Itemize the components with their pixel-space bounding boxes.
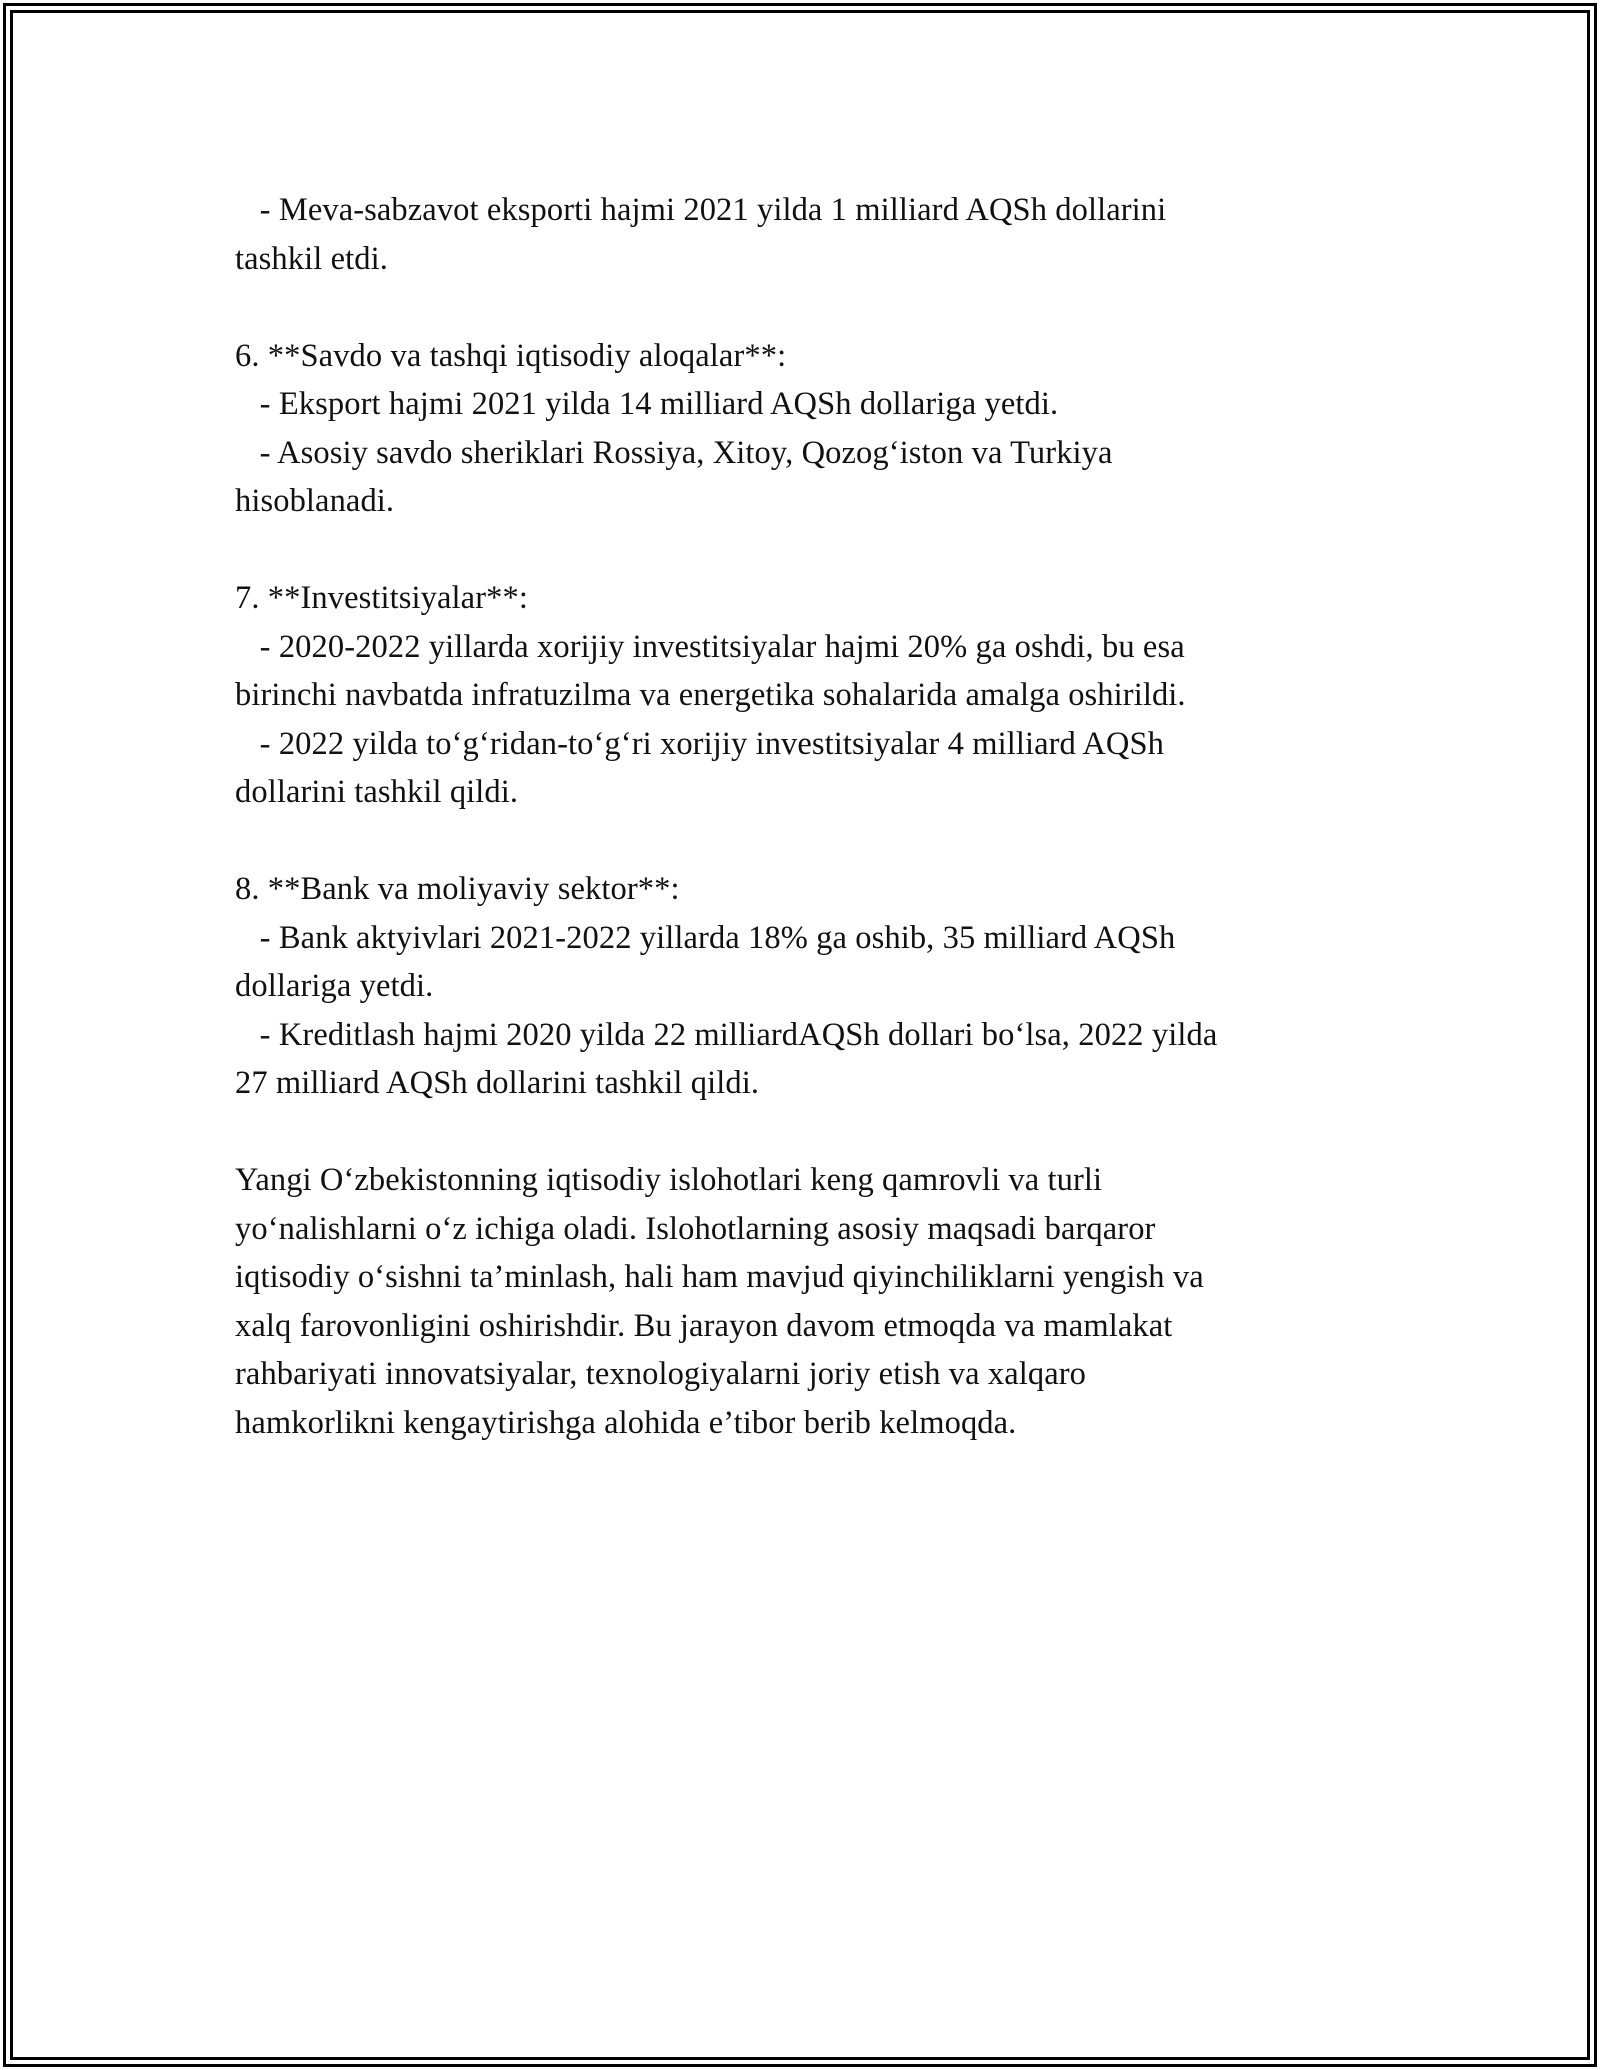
text-line: - Asosiy savdo sheriklari Rossiya, Xitoy, Qozog‘iston va Turkiya [235, 434, 1113, 471]
document-page [235, 186, 1375, 1447]
text-line: xalq farovonligini oshirishdir. Bu jarayon davom etmoqda va mamlakat [235, 1307, 1173, 1344]
text-line: birinchi navbatda infratuzilma va energetika sohalarida amalga oshirildi. [235, 677, 1186, 713]
text-line: - Meva-sabzavot eksporti hajmi 2021 yilda 1 milliard AQSh dollarini [235, 192, 1167, 228]
text-line: - Bank aktyivlari 2021-2022 yillarda 18% ga oshib, 35 milliard AQSh [235, 919, 1176, 956]
text-line: dollarini tashkil qildi. [235, 774, 519, 810]
section-6 [235, 332, 1375, 526]
section-heading: 6. **Savdo va tashqi iqtisodiy aloqalar**: [235, 337, 787, 374]
section-heading: 8. **Bank va moliyaviy sektor**: [235, 871, 680, 907]
text-line: yo‘nalishlarni o‘z ichiga oladi. Islohotlarning asosiy maqsadi barqaror [235, 1210, 1156, 1247]
paragraph-gap [235, 817, 1375, 866]
text-line: tashkil etdi. [235, 240, 388, 277]
section-8 [235, 865, 1375, 1108]
text-line: - 2022 yilda to‘g‘ridan-to‘g‘ri xorijiy investitsiyalar 4 milliard AQSh [235, 725, 1164, 762]
text-line: - 2020-2022 yillarda xorijiy investitsiyalar hajmi 20% ga oshdi, bu esa [235, 628, 1185, 665]
paragraph-gap [235, 1108, 1375, 1157]
conclusion-paragraph [235, 1156, 1375, 1447]
text-line: - Eksport hajmi 2021 yilda 14 milliard AQSh dollariga yetdi. [235, 386, 1059, 422]
text-line: rahbariyati innovatsiyalar, texnologiyalarni joriy etish va xalqaro [235, 1356, 1087, 1392]
paragraph-gap [235, 526, 1375, 575]
text-line: iqtisodiy o‘sishni ta’minlash, hali ham mavjud qiyinchiliklarni yengish va [235, 1259, 1204, 1295]
section-heading: 7. **Investitsiyalar**: [235, 580, 528, 616]
text-line: 27 milliard AQSh dollarini tashkil qildi. [235, 1065, 760, 1101]
text-line: hamkorlikni kengaytirishga alohida e’tibor berib kelmoqda. [235, 1404, 1017, 1441]
text-line: hisoblanadi. [235, 483, 395, 519]
text-line: - Kreditlash hajmi 2020 yilda 22 milliardAQSh dollari bo‘lsa, 2022 yilda [235, 1016, 1218, 1053]
section-7 [235, 574, 1375, 817]
text-line: Yangi O‘zbekistonning iqtisodiy islohotlari keng qamrovli va turli [235, 1162, 1103, 1198]
fruit-export-item [235, 186, 1375, 283]
paragraph-gap [235, 283, 1375, 332]
text-line: dollariga yetdi. [235, 968, 434, 1004]
